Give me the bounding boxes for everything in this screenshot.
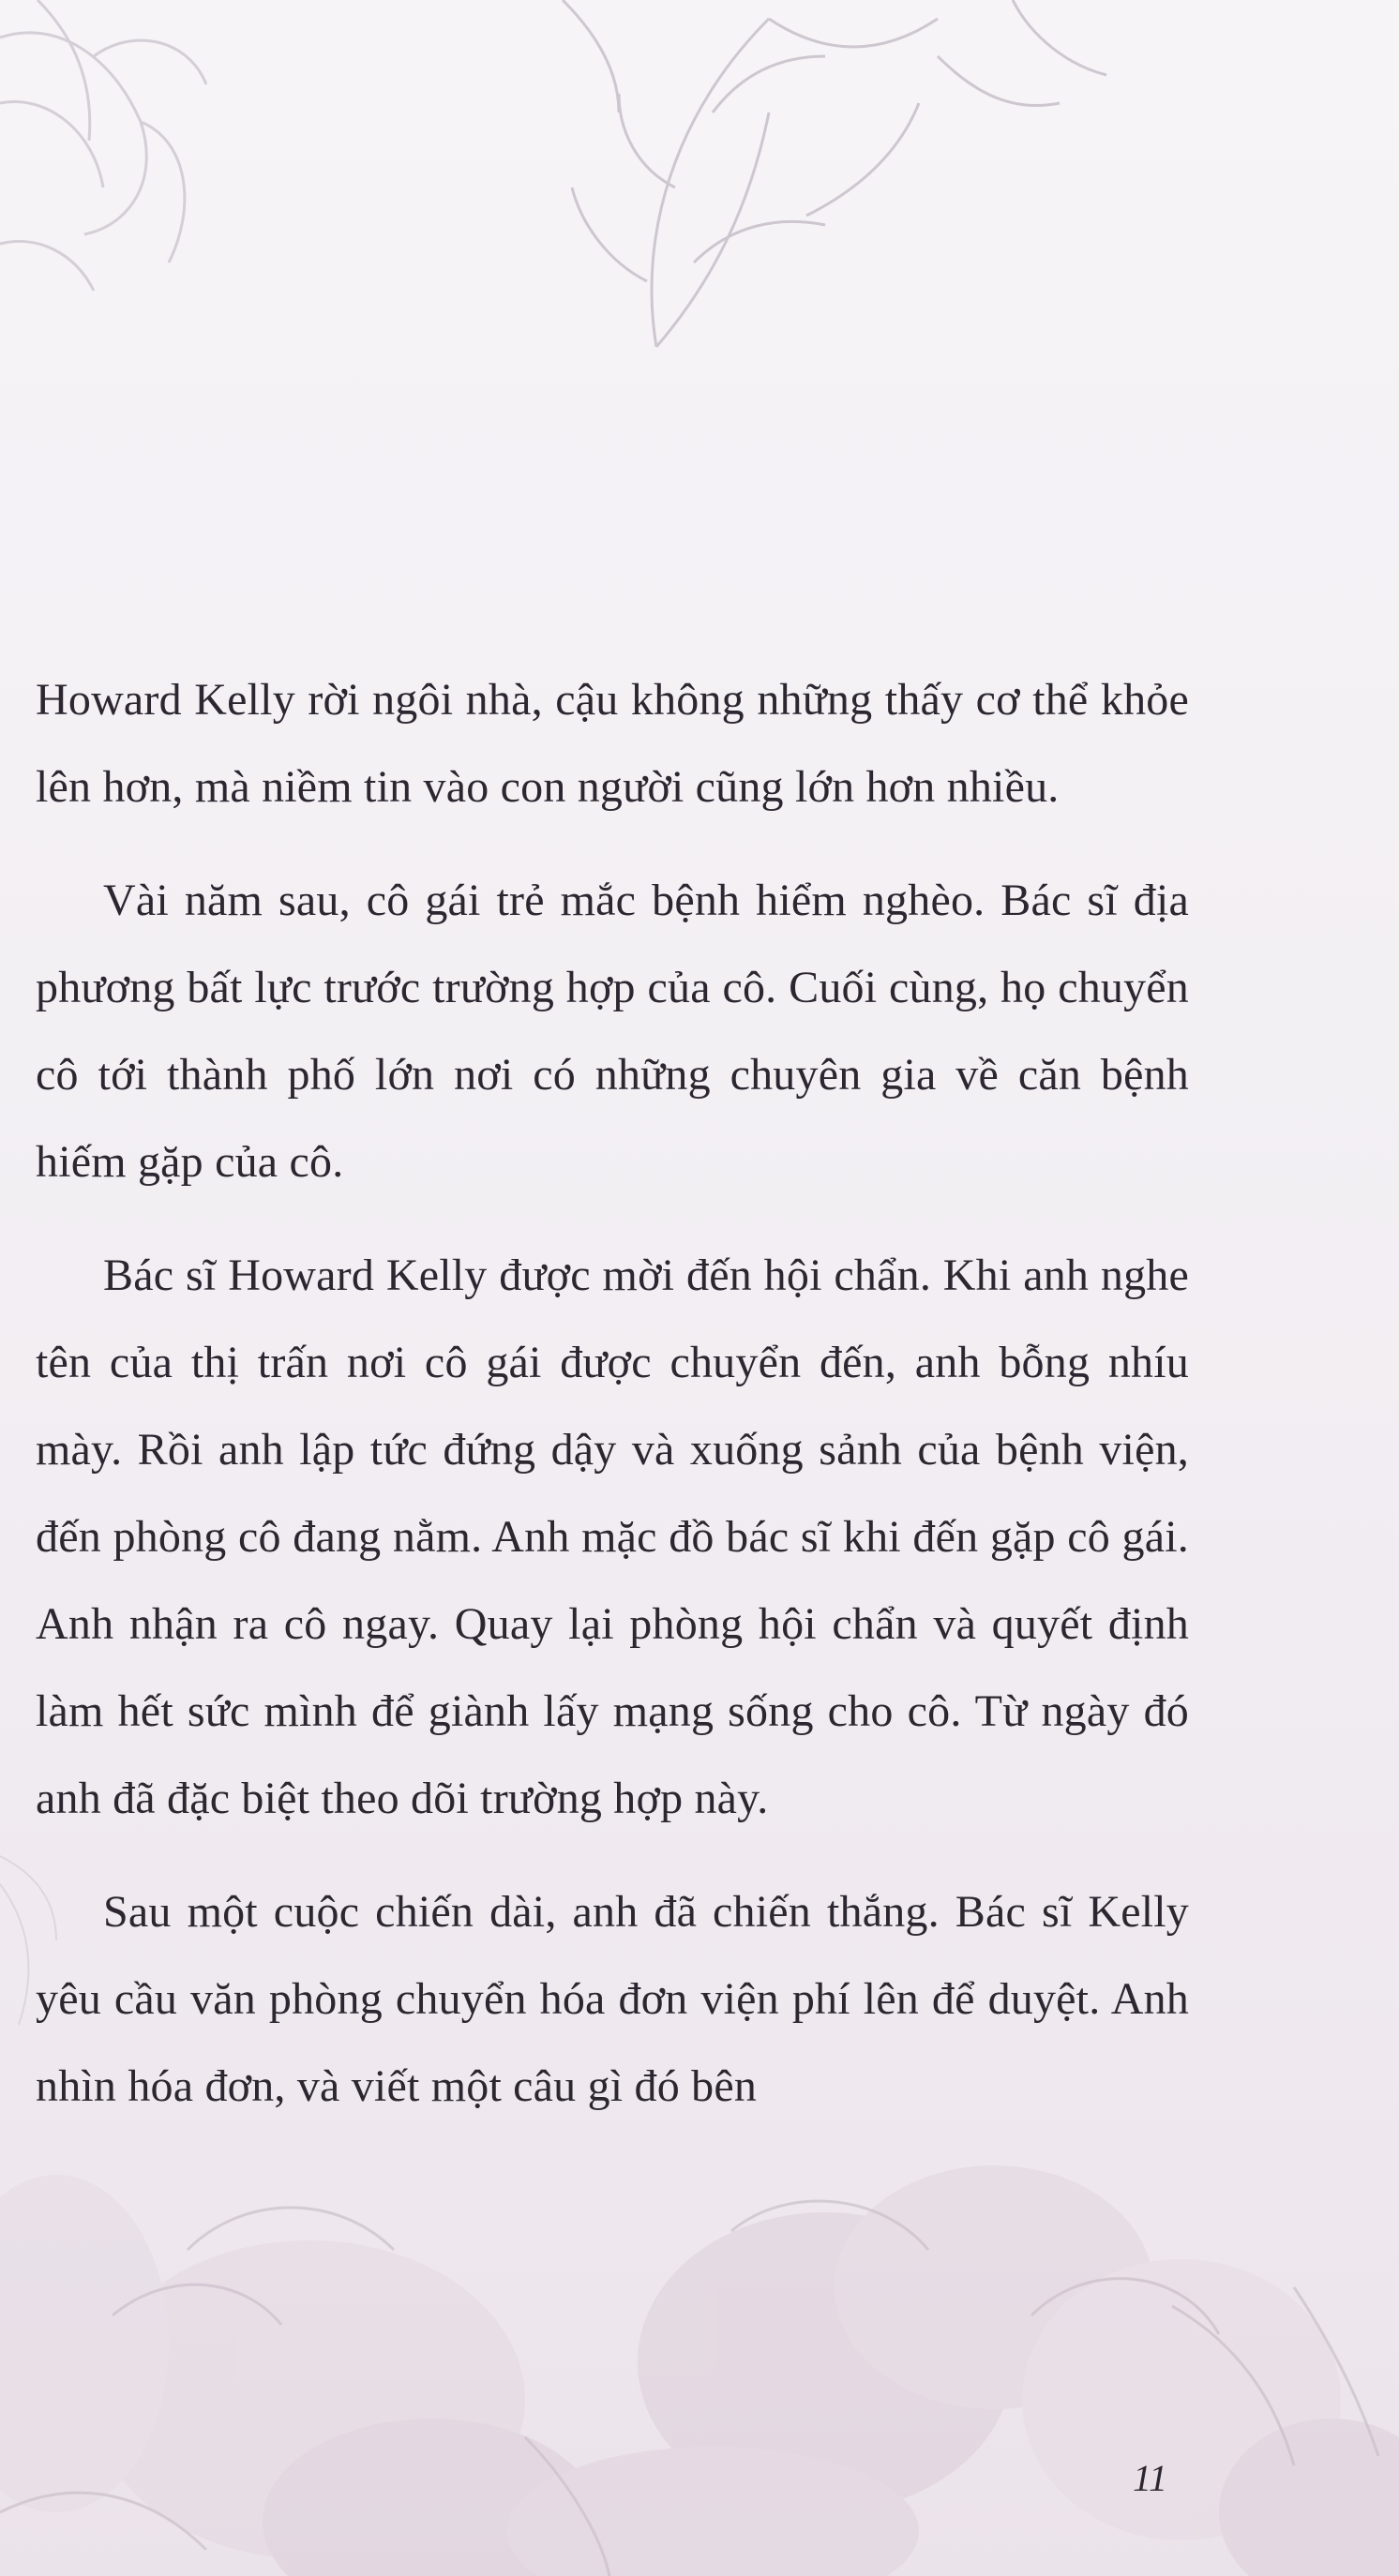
paragraph: Vài năm sau, cô gái trẻ mắc bệnh hiểm nghèo. Bác sĩ địa phương bất lực trước trường hợp của cô. Cuối cùng, họ chuyển cô tới thành phố lớn nơi có những chuyên gia về căn bệnh hiếm gặp của cô.	[36, 876, 1189, 1187]
body-text	[36, 656, 1189, 2156]
paragraph: Sau một cuộc chiến dài, anh đã chiến thắng. Bác sĩ Kelly yêu cầu văn phòng chuyển hóa đơn viện phí lên để duyệt. Anh nhìn hóa đơn, và viết một câu gì đó bên	[36, 1887, 1189, 2111]
page-number: 11	[1133, 2457, 1168, 2499]
paragraph: Howard Kelly rời ngôi nhà, cậu không những thấy cơ thể khỏe lên hơn, mà niềm tin vào con người cũng lớn hơn nhiều.	[36, 675, 1189, 812]
paragraph: Bác sĩ Howard Kelly được mời đến hội chẩn. Khi anh nghe tên của thị trấn nơi cô gái được chuyển đến, anh bỗng nhíu mày. Rồi anh lập tức đứng dậy và xuống sảnh của bệnh viện, đến phòng cô đang nằm. Anh mặc đồ bác sĩ khi đến gặp cô gái. Anh nhận ra cô ngay. Quay lại phòng hội chẩn và quyết định làm hết sức mình để giành lấy mạng sống cho cô. Từ ngày đó anh đã đặc biệt theo dõi trường hợp này.	[36, 1251, 1189, 1823]
